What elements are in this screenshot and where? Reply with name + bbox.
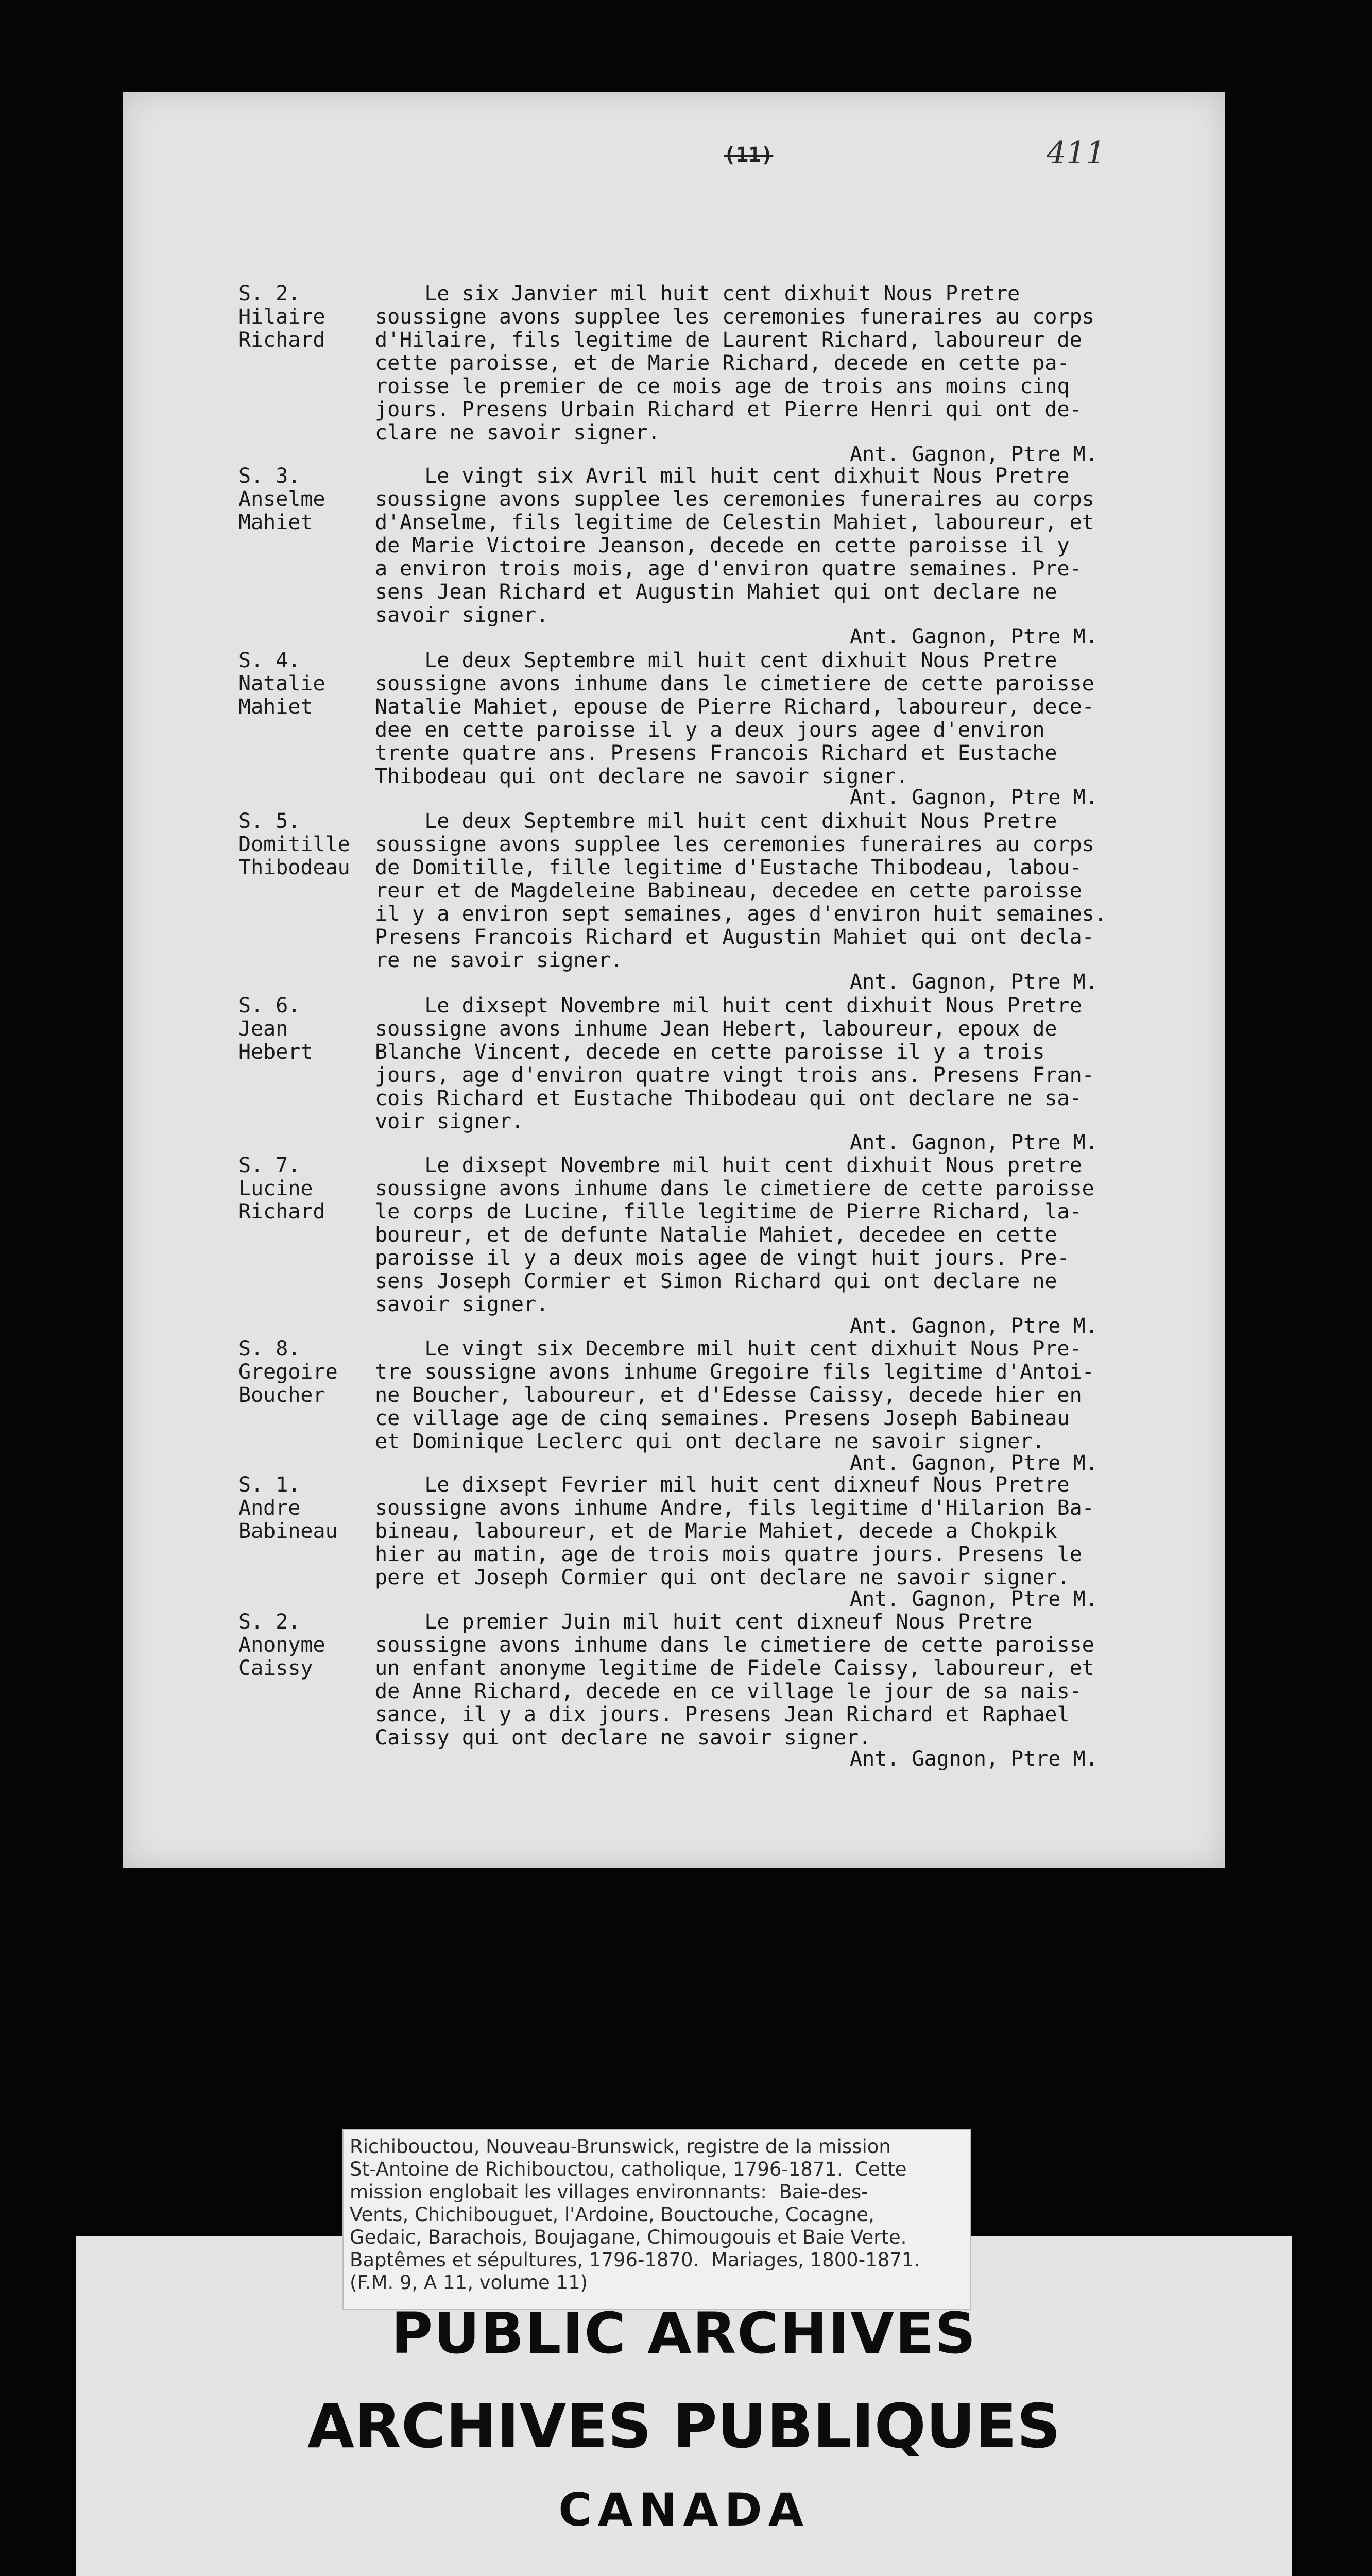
entry-text: Le six Janvier mil huit cent dixhuit Nous Pretre soussigne avons supplee les ceremonies funeraires au corps d'Hilaire, fils legitime de Laurent Richard, laboureur de cette paroisse, et de Marie Richard, decede en cette pa- roisse le premier de ce mois age de trois ans moins cinq jours. Presens Urbain Richard et Pierre Henri qui ont de- clare ne savoir signer.	[375, 282, 1094, 445]
folio-number: 411	[1047, 135, 1106, 171]
entry-signature: Ant. Gagnon, Ptre M.	[850, 1451, 1098, 1475]
entry-label: S. 2. Anonyme Caissy	[238, 1610, 325, 1680]
entry-signature: Ant. Gagnon, Ptre M.	[850, 625, 1098, 649]
entry-signature: Ant. Gagnon, Ptre M.	[850, 970, 1098, 994]
entry-label: S. 2. Hilaire Richard	[238, 282, 325, 352]
entry-signature: Ant. Gagnon, Ptre M.	[850, 1587, 1098, 1611]
entry-label: S. 3. Anselme Mahiet	[238, 464, 325, 534]
entry-label: S. 8. Gregoire Boucher	[238, 1337, 338, 1407]
entry-label: S. 4. Natalie Mahiet	[238, 649, 325, 719]
entry-signature: Ant. Gagnon, Ptre M.	[850, 1747, 1098, 1771]
entry-label: S. 6. Jean Hebert	[238, 994, 313, 1064]
entry-signature: Ant. Gagnon, Ptre M.	[850, 786, 1098, 809]
archives-title-english: PUBLIC ARCHIVES	[391, 2300, 977, 2366]
entry-text: Le dixsept Novembre mil huit cent dixhuit Nous pretre soussigne avons inhume dans le cimetiere de cette paroisse le corps de Lucine, fille legitime de Pierre Richard, la- boureur, et de defunte Natalie Mahiet, decedee en cette paroisse il y a deux mois agee de vingt huit jours. Pre- sens Joseph Cormier et Simon Richard qui ont declare ne savoir signer.	[375, 1154, 1094, 1316]
entry-text: Le premier Juin mil huit cent dixneuf Nous Pretre soussigne avons inhume dans le cimetiere de cette paroisse un enfant anonyme legitime de Fidele Caissy, laboureur, et de Anne Richard, decede en ce village le jour de sa nais- sance, il y a dix jours. Presens Jean Richard et Raphael Caissy qui ont declare ne savoir signer.	[375, 1610, 1094, 1750]
entry-text: Le vingt six Decembre mil huit cent dixhuit Nous Pre- tre soussigne avons inhume Gregoire fils legitime d'Antoi- ne Boucher, laboureur, et d'Edesse Caissy, decede hier en ce village age de cinq semaines. Presens Joseph Babineau et Dominique Leclerc qui ont declare ne savoir signer.	[375, 1337, 1094, 1453]
archives-country: CANADA	[558, 2483, 810, 2536]
entry-signature: Ant. Gagnon, Ptre M.	[850, 1314, 1098, 1338]
entry-text: Le dixsept Fevrier mil huit cent dixneuf Nous Pretre soussigne avons inhume Andre, fils legitime d'Hilarion Ba- bineau, laboureur, et de Marie Mahiet, decede a Chokpik hier au matin, age de trois mois quatre jours. Presens le pere et Joseph Cormier qui ont declare ne savoir signer.	[375, 1473, 1094, 1589]
archives-title-french: ARCHIVES PUBLIQUES	[307, 2391, 1061, 2462]
page-number: (11)	[724, 143, 774, 167]
entry-signature: Ant. Gagnon, Ptre M.	[850, 443, 1098, 466]
entry-signature: Ant. Gagnon, Ptre M.	[850, 1131, 1098, 1155]
entry-label: S. 5. Domitille Thibodeau	[238, 809, 350, 879]
entry-label: S. 7. Lucine Richard	[238, 1154, 325, 1224]
entry-text: Le vingt six Avril mil huit cent dixhuit Nous Pretre soussigne avons supplee les ceremonies funeraires au corps d'Anselme, fils legitime de Celestin Mahiet, laboureur, et de Marie Victoire Jeanson, decede en cette paroisse il y a environ trois mois, age d'environ quatre semaines. Pre- sens Jean Richard et Augustin Mahiet qui ont declare ne savoir signer.	[375, 464, 1094, 627]
entry-label: S. 1. Andre Babineau	[238, 1473, 338, 1543]
entry-text: Le deux Septembre mil huit cent dixhuit Nous Pretre soussigne avons supplee les ceremonies funeraires au corps de Domitille, fille legitime d'Eustache Thibodeau, labou- reur et de Magdeleine Babineau, decedee en cette paroisse il y a environ sept semaines, ages d'environ huit semaines. Presens Francois Richard et Augustin Mahiet qui ont decla- re ne savoir signer.	[375, 809, 1107, 972]
entry-text: Le deux Septembre mil huit cent dixhuit Nous Pretre soussigne avons inhume dans le cimetiere de cette paroisse Natalie Mahiet, epouse de Pierre Richard, laboureur, dece- dee en cette paroisse il y a deux jours agee d'environ trente quatre ans. Presens Francois Richard et Eustache Thibodeau qui ont declare ne savoir signer.	[375, 649, 1094, 788]
archive-description-label: Richibouctou, Nouveau-Brunswick, registre de la mission St-Antoine de Richibouctou, catholique, 1796-1871. Cette mission englobait les villages environnants: Baie-des- Vents, Chichibouguet, l'Ardoine, Bouctouche, Cocagne, Gedaic, Barachois, Boujagane, Chimougouis et Baie Verte. Baptêmes et sépultures, 1796-1870. Mariages, 1800-1871. (F.M. 9, A 11, volume 11)	[342, 2129, 971, 2310]
entry-text: Le dixsept Novembre mil huit cent dixhuit Nous Pretre soussigne avons inhume Jean Hebert, laboureur, epoux de Blanche Vincent, decede en cette paroisse il y a trois jours, age d'environ quatre vingt trois ans. Presens Fran- cois Richard et Eustache Thibodeau qui ont declare ne sa- voir signer.	[375, 994, 1094, 1133]
